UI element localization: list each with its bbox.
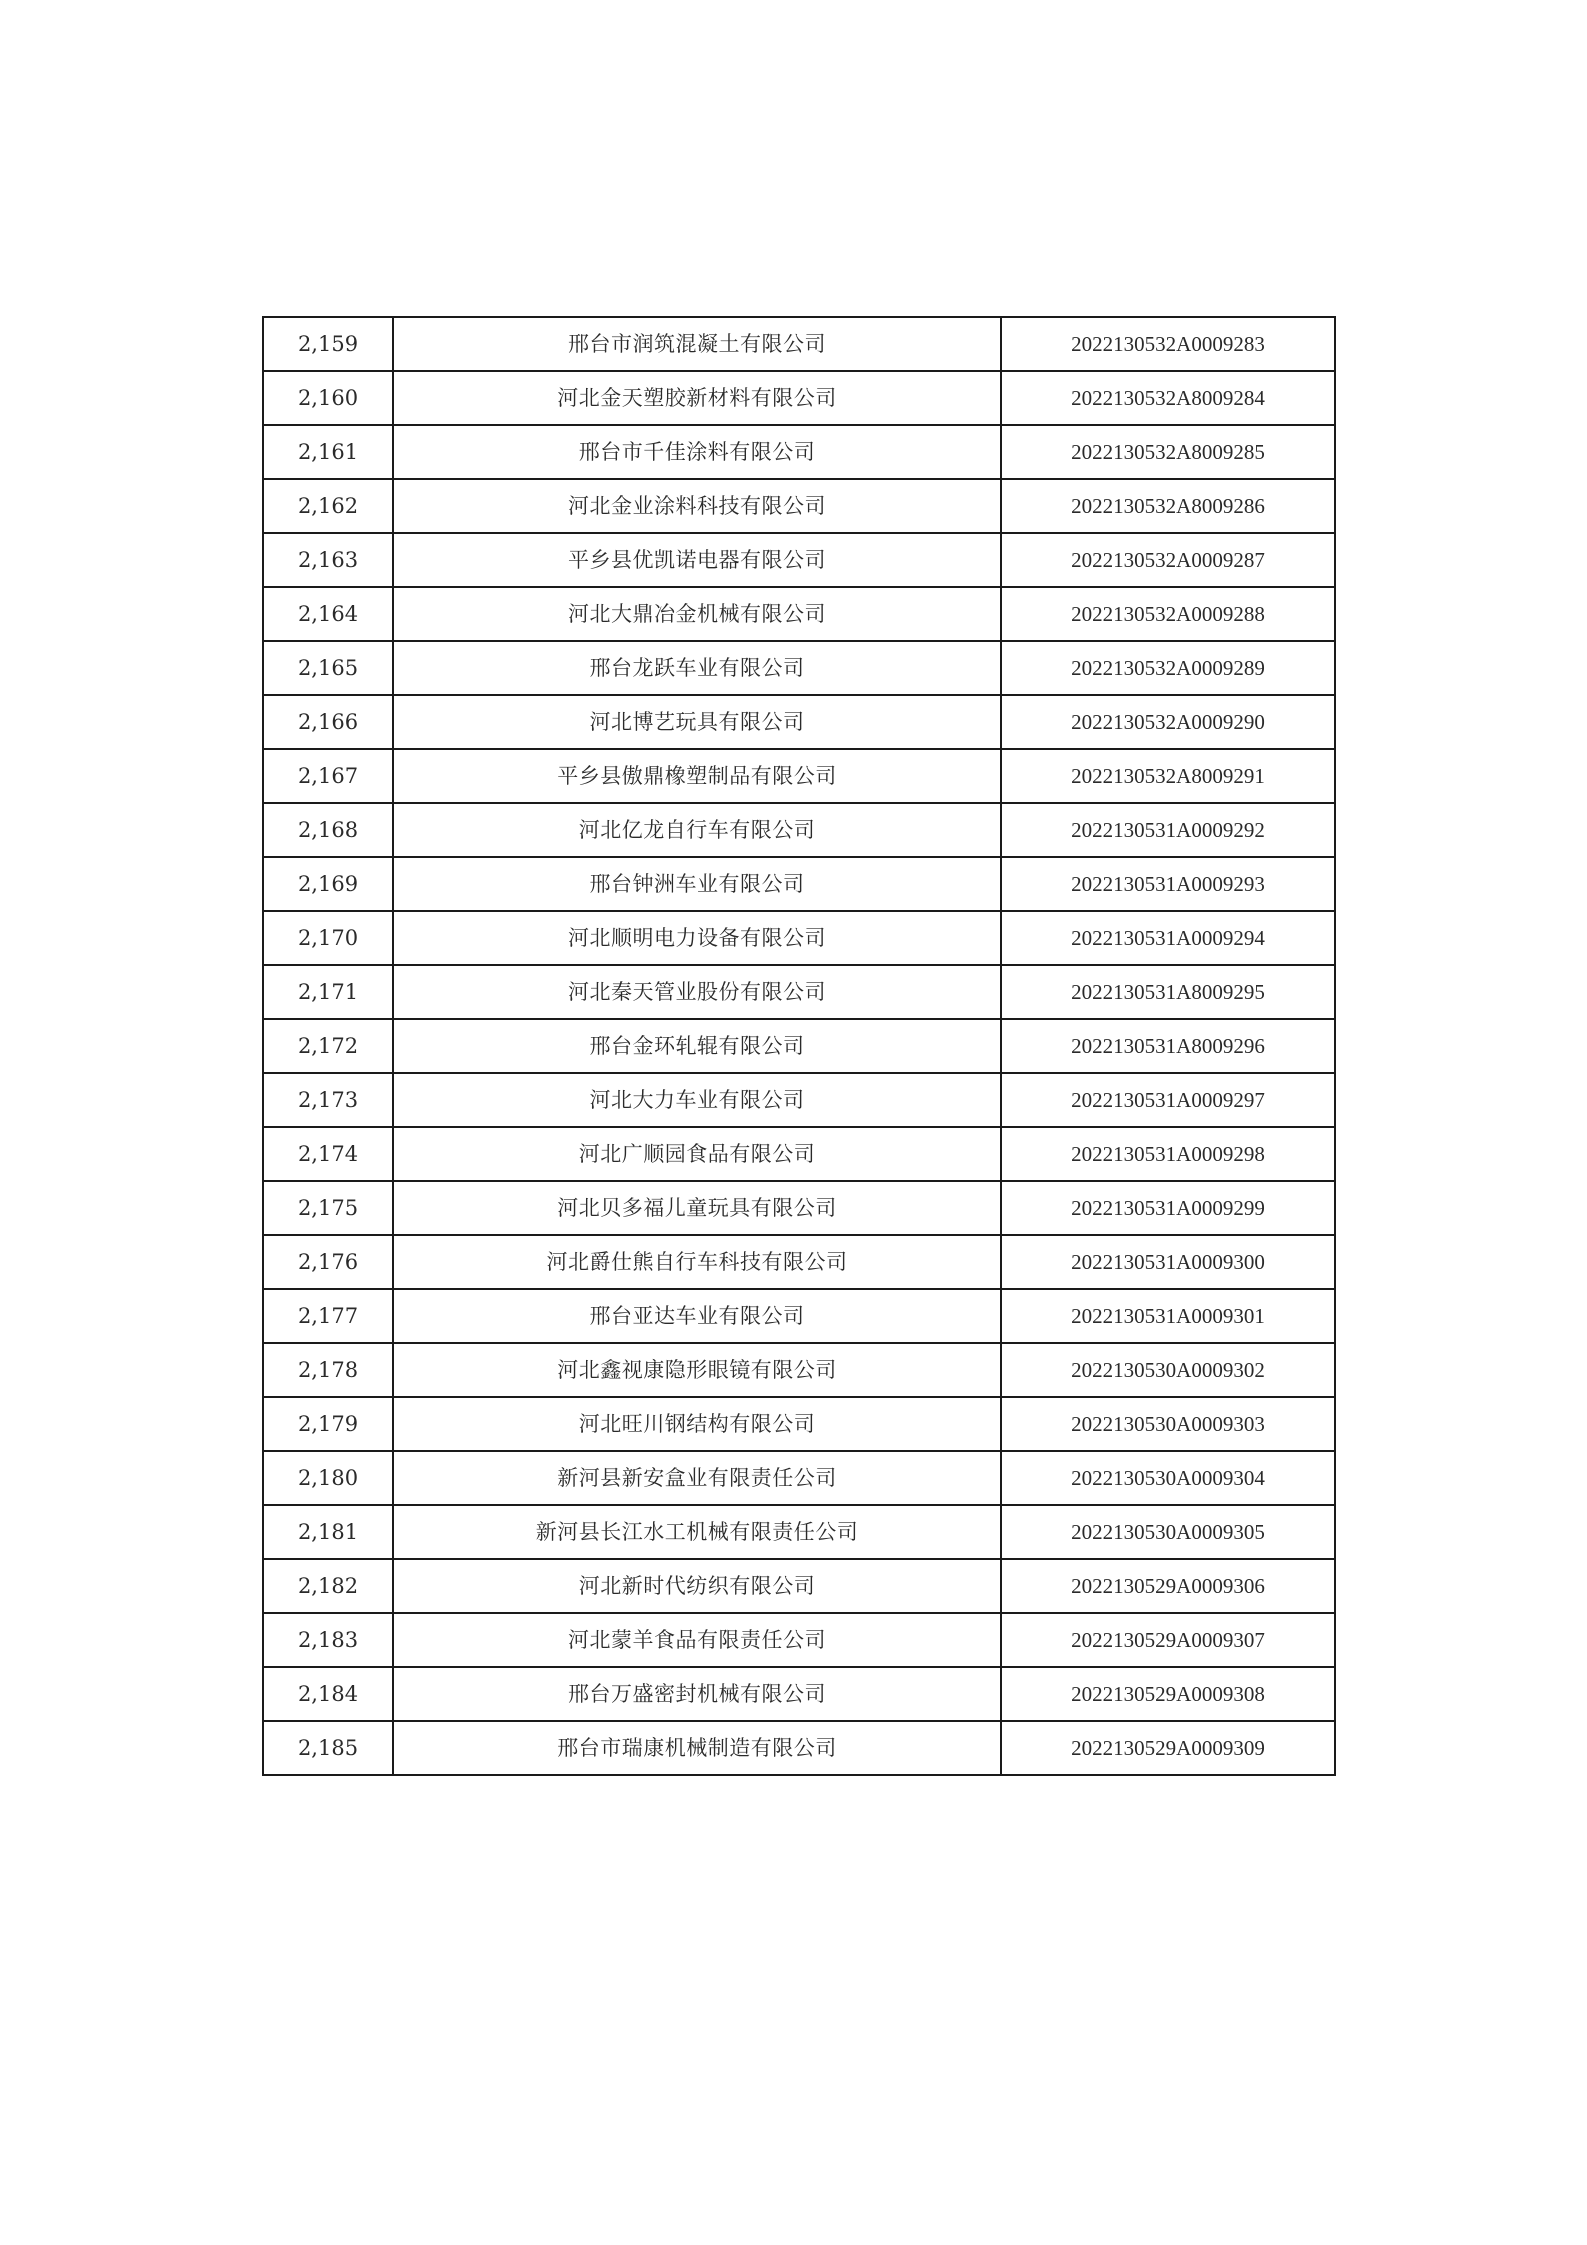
table-row [263, 1721, 1335, 1775]
registration-code: 2022130531A0009299 [1001, 1181, 1335, 1235]
row-number: 2,171 [263, 965, 393, 1019]
row-number: 2,173 [263, 1073, 393, 1127]
registration-code: 2022130529A0009309 [1001, 1721, 1335, 1775]
company-name: 邢台亚达车业有限公司 [393, 1289, 1001, 1343]
table-row [263, 1397, 1335, 1451]
registration-code: 2022130531A0009293 [1001, 857, 1335, 911]
row-number: 2,179 [263, 1397, 393, 1451]
table-row [263, 1073, 1335, 1127]
row-number: 2,163 [263, 533, 393, 587]
registration-code: 2022130532A8009291 [1001, 749, 1335, 803]
table-row [263, 695, 1335, 749]
company-name: 河北贝多福儿童玩具有限公司 [393, 1181, 1001, 1235]
table-row [263, 479, 1335, 533]
company-name: 河北亿龙自行车有限公司 [393, 803, 1001, 857]
row-number: 2,172 [263, 1019, 393, 1073]
table-row [263, 857, 1335, 911]
row-number: 2,161 [263, 425, 393, 479]
company-name: 河北新时代纺织有限公司 [393, 1559, 1001, 1613]
company-name: 邢台市润筑混凝土有限公司 [393, 317, 1001, 371]
row-number: 2,160 [263, 371, 393, 425]
registration-code: 2022130532A0009283 [1001, 317, 1335, 371]
row-number: 2,182 [263, 1559, 393, 1613]
company-name: 河北金业涂料科技有限公司 [393, 479, 1001, 533]
table-body [263, 317, 1335, 1775]
registration-code: 2022130531A0009301 [1001, 1289, 1335, 1343]
registration-code: 2022130532A0009288 [1001, 587, 1335, 641]
company-name: 新河县长江水工机械有限责任公司 [393, 1505, 1001, 1559]
registration-code: 2022130531A0009298 [1001, 1127, 1335, 1181]
row-number: 2,159 [263, 317, 393, 371]
table-row [263, 371, 1335, 425]
registration-code: 2022130529A0009306 [1001, 1559, 1335, 1613]
table-row [263, 317, 1335, 371]
company-name: 河北鑫视康隐形眼镜有限公司 [393, 1343, 1001, 1397]
company-name: 邢台钟洲车业有限公司 [393, 857, 1001, 911]
row-number: 2,165 [263, 641, 393, 695]
company-name: 平乡县傲鼎橡塑制品有限公司 [393, 749, 1001, 803]
registration-code: 2022130530A0009302 [1001, 1343, 1335, 1397]
company-name: 河北大力车业有限公司 [393, 1073, 1001, 1127]
table-row [263, 1181, 1335, 1235]
registration-code: 2022130532A0009289 [1001, 641, 1335, 695]
table-row [263, 1667, 1335, 1721]
row-number: 2,174 [263, 1127, 393, 1181]
registration-code: 2022130532A8009284 [1001, 371, 1335, 425]
company-registry-table [262, 316, 1336, 1776]
row-number: 2,177 [263, 1289, 393, 1343]
row-number: 2,183 [263, 1613, 393, 1667]
row-number: 2,185 [263, 1721, 393, 1775]
row-number: 2,168 [263, 803, 393, 857]
table-row [263, 1235, 1335, 1289]
table-row [263, 911, 1335, 965]
registration-code: 2022130531A8009295 [1001, 965, 1335, 1019]
registration-code: 2022130532A0009287 [1001, 533, 1335, 587]
company-name: 河北金天塑胶新材料有限公司 [393, 371, 1001, 425]
table-row [263, 425, 1335, 479]
registration-code: 2022130532A8009286 [1001, 479, 1335, 533]
company-name: 邢台龙跃车业有限公司 [393, 641, 1001, 695]
table-row [263, 1343, 1335, 1397]
company-name: 河北博艺玩具有限公司 [393, 695, 1001, 749]
company-name: 河北大鼎冶金机械有限公司 [393, 587, 1001, 641]
company-name: 河北秦天管业股份有限公司 [393, 965, 1001, 1019]
company-name: 河北顺明电力设备有限公司 [393, 911, 1001, 965]
row-number: 2,176 [263, 1235, 393, 1289]
registration-code: 2022130531A0009292 [1001, 803, 1335, 857]
registration-code: 2022130531A8009296 [1001, 1019, 1335, 1073]
company-name: 邢台万盛密封机械有限公司 [393, 1667, 1001, 1721]
table-row [263, 641, 1335, 695]
registration-code: 2022130532A8009285 [1001, 425, 1335, 479]
row-number: 2,180 [263, 1451, 393, 1505]
row-number: 2,169 [263, 857, 393, 911]
row-number: 2,170 [263, 911, 393, 965]
table-row [263, 1127, 1335, 1181]
registration-code: 2022130530A0009305 [1001, 1505, 1335, 1559]
company-name: 邢台市千佳涂料有限公司 [393, 425, 1001, 479]
row-number: 2,184 [263, 1667, 393, 1721]
table-row [263, 1505, 1335, 1559]
registration-code: 2022130529A0009307 [1001, 1613, 1335, 1667]
registration-code: 2022130530A0009303 [1001, 1397, 1335, 1451]
registration-code: 2022130531A0009297 [1001, 1073, 1335, 1127]
table-row [263, 965, 1335, 1019]
row-number: 2,166 [263, 695, 393, 749]
row-number: 2,178 [263, 1343, 393, 1397]
table-row [263, 587, 1335, 641]
company-name: 平乡县优凯诺电器有限公司 [393, 533, 1001, 587]
table-row [263, 533, 1335, 587]
table-row [263, 749, 1335, 803]
company-name: 河北爵仕熊自行车科技有限公司 [393, 1235, 1001, 1289]
registration-code: 2022130532A0009290 [1001, 695, 1335, 749]
company-name: 邢台市瑞康机械制造有限公司 [393, 1721, 1001, 1775]
row-number: 2,162 [263, 479, 393, 533]
table-row [263, 1451, 1335, 1505]
company-name: 河北广顺园食品有限公司 [393, 1127, 1001, 1181]
table-row [263, 1613, 1335, 1667]
row-number: 2,181 [263, 1505, 393, 1559]
company-name: 河北旺川钢结构有限公司 [393, 1397, 1001, 1451]
table-row [263, 803, 1335, 857]
registration-code: 2022130530A0009304 [1001, 1451, 1335, 1505]
registration-code: 2022130531A0009300 [1001, 1235, 1335, 1289]
company-name: 邢台金环轧辊有限公司 [393, 1019, 1001, 1073]
row-number: 2,164 [263, 587, 393, 641]
registration-code: 2022130531A0009294 [1001, 911, 1335, 965]
company-name: 新河县新安盒业有限责任公司 [393, 1451, 1001, 1505]
company-name: 河北蒙羊食品有限责任公司 [393, 1613, 1001, 1667]
table-row [263, 1019, 1335, 1073]
row-number: 2,175 [263, 1181, 393, 1235]
table-row [263, 1559, 1335, 1613]
table-row [263, 1289, 1335, 1343]
row-number: 2,167 [263, 749, 393, 803]
registration-code: 2022130529A0009308 [1001, 1667, 1335, 1721]
